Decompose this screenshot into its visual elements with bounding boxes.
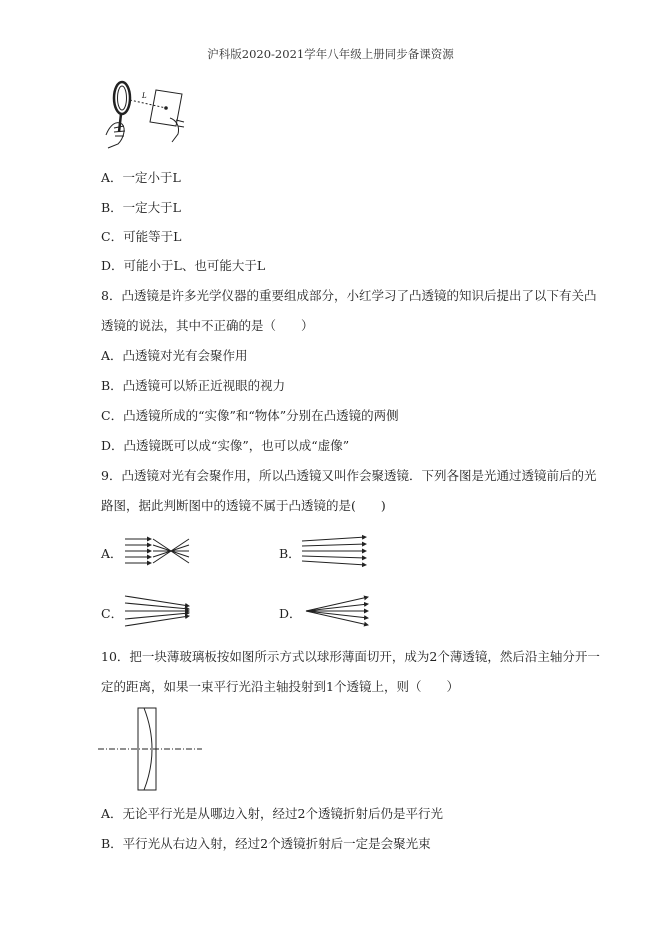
q9-diagram-c [123,594,193,628]
q9-option-d-label: D． [279,606,302,621]
svg-text:L: L [142,92,147,100]
q9-diagram-d [302,594,372,628]
q8-option-b: B．凸透镜可以矫正近视眼的视力 [101,378,286,393]
q9-option-b-label: B． [279,546,301,561]
q7-option-d: D．可能小于L、也可能大于L [101,258,266,273]
q8-option-d: D．凸透镜既可以成“实像”，也可以成“虚像” [101,438,350,453]
magnifier-figure [100,80,190,155]
q8-stem-line2: 透镜的说法，其中不正确的是（ ） [101,318,314,333]
q10-stem-line1: 10．把一块薄玻璃板按如图所示方式以球形薄面切开，成为2个薄透镜，然后沿主轴分开一 [101,649,600,664]
q9-option-a-label: A． [101,546,123,561]
q7-option-c: C．可能等于L [101,229,182,244]
q8-option-c: C．凸透镜所成的“实像”和“物体”分别在凸透镜的两侧 [101,408,399,423]
q10-stem-line2: 定的距离，如果一束平行光沿主轴投射到1个透镜上，则（ ） [101,679,459,694]
q9-diagram-a [123,536,193,566]
glass-lens-figure [98,706,208,792]
q9-stem-line2: 路图，据此判断图中的透镜不属于凸透镜的是( ) [101,498,386,513]
page-header: 沪科版2020-2021学年八年级上册同步备课资源 [207,47,454,61]
q9-diagram-b [300,535,370,567]
q9-stem-line1: 9．凸透镜对光有会聚作用，所以凸透镜又叫作会聚透镜．下列各图是光通过透镜前后的光 [101,468,597,483]
q10-option-b: B．平行光从右边入射，经过2个透镜折射后一定是会聚光束 [101,836,431,851]
q10-option-a: A．无论平行光是从哪边入射，经过2个透镜折射后仍是平行光 [101,806,443,821]
q7-option-b: B．一定大于L [101,200,181,215]
q8-stem-line1: 8．凸透镜是许多光学仪器的重要组成部分，小红学习了凸透镜的知识后提出了以下有关凸 [101,288,597,303]
q8-option-a: A．凸透镜对光有会聚作用 [101,348,248,363]
q9-option-c-label: C． [101,606,124,621]
q7-option-a: A．一定小于L [101,170,181,185]
